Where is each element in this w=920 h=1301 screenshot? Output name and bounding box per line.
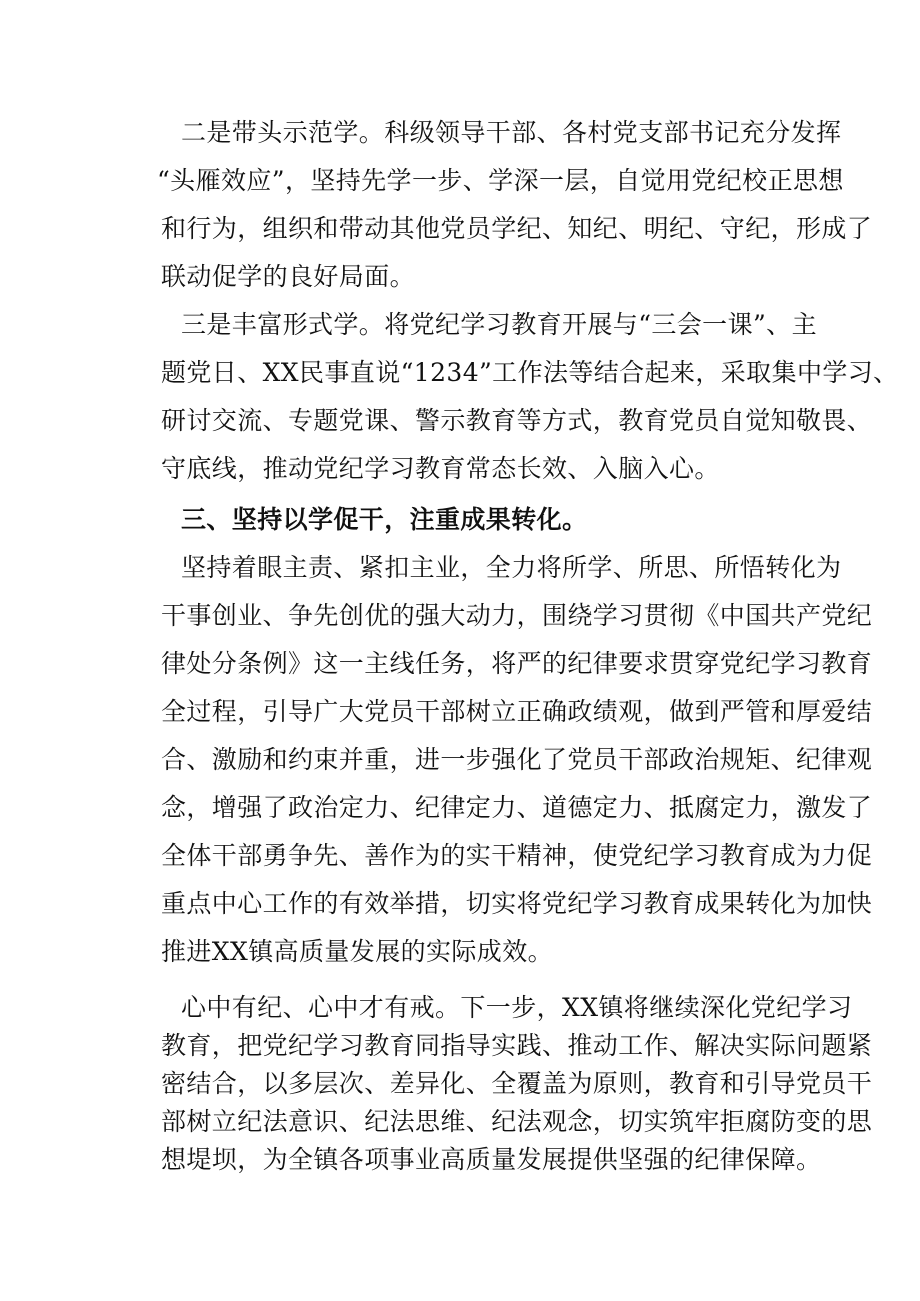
- paragraph-4-line-2: 干事创业、争先创优的强大动力，围绕学习贯彻《中国共产党纪: [161, 601, 873, 630]
- paragraph-3-line-4: 守底线，推动党纪学习教育常态长效、入脑入心。: [161, 454, 720, 483]
- section-heading: 三、坚持以学促干，注重成果转化。: [181, 505, 588, 534]
- paragraph-2-line-3: 和行为，组织和带动其他党员学纪、知纪、明纪、守纪，形成了: [161, 214, 873, 243]
- paragraph-4-line-1: 坚持着眼主责、紧扣主业，全力将所学、所思、所悟转化为: [181, 553, 842, 582]
- paragraph-2-line-2: “头雁效应”，坚持先学一步、学深一层，自觉用党纪校正思想: [157, 166, 844, 195]
- paragraph-5-line-1: 心中有纪、心中才有戒。下一步，XX镇将继续深化党纪学习: [181, 993, 853, 1022]
- paragraph-4-line-3: 律处分条例》这一主线任务，将严的纪律要求贯穿党纪学习教育: [161, 649, 873, 678]
- paragraph-4-line-8: 重点中心工作的有效举措，切实将党纪学习教育成果转化为加快: [161, 889, 873, 918]
- paragraph-4-line-4: 全过程，引导广大党员干部树立正确政绩观，做到严管和厚爱结: [161, 697, 873, 726]
- paragraph-4-line-6: 念，增强了政治定力、纪律定力、道德定力、抵腐定力，激发了: [161, 793, 873, 822]
- paragraph-4-line-9: 推进XX镇高质量发展的实际成效。: [161, 937, 553, 966]
- paragraph-4-line-5: 合、激励和约束并重，进一步强化了党员干部政治规矩、纪律观: [161, 745, 873, 774]
- paragraph-5-line-2: 教育，把党纪学习教育同指导实践、推动工作、解决实际问题紧: [161, 1031, 873, 1060]
- paragraph-3-line-1: 三是丰富形式学。将党纪学习教育开展与“三会一课”、主: [181, 310, 817, 339]
- paragraph-5-line-5: 想堤坝，为全镇各项事业高质量发展提供坚强的纪律保障。: [161, 1145, 822, 1174]
- paragraph-3-line-3: 研讨交流、专题党课、警示教育等方式，教育党员自觉知敬畏、: [161, 406, 873, 435]
- paragraph-4-line-7: 全体干部勇争先、善作为的实干精神，使党纪学习教育成为力促: [161, 841, 873, 870]
- paragraph-5-line-4: 部树立纪法意识、纪法思维、纪法观念，切实筑牢拒腐防变的思: [161, 1107, 873, 1136]
- paragraph-5-line-3: 密结合，以多层次、差异化、全覆盖为原则，教育和引导党员干: [161, 1069, 873, 1098]
- paragraph-2-line-4: 联动促学的良好局面。: [161, 262, 416, 291]
- paragraph-3-line-2: 题党日、XX民事直说“1234”工作法等结合起来，采取集中学习、: [161, 358, 899, 387]
- paragraph-2-line-1: 二是带头示范学。科级领导干部、各村党支部书记充分发挥: [181, 118, 842, 147]
